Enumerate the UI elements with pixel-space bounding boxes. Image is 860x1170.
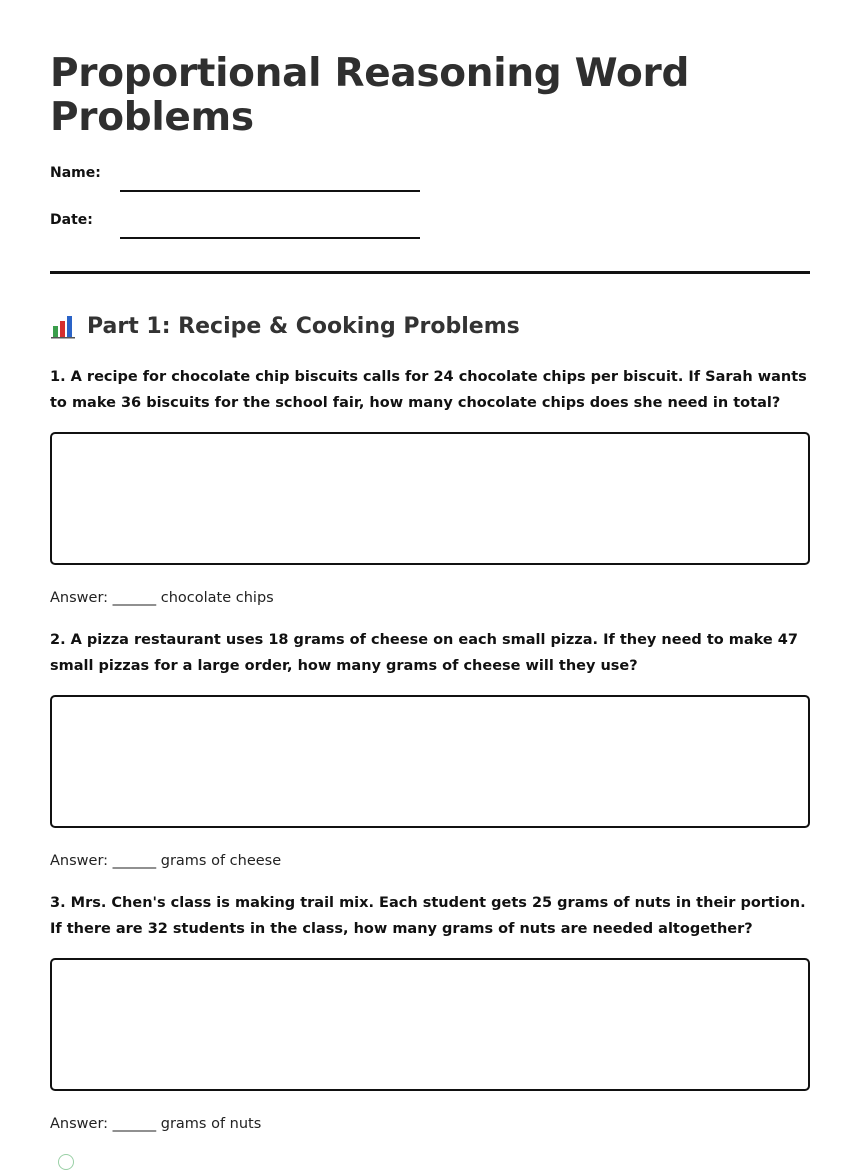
question-text: 2. A pizza restaurant uses 18 grams of cheese on each small pizza. If they need to make 47 small pizzas for a large order, how many grams of cheese will they use? <box>50 632 798 674</box>
question-item <box>50 627 810 870</box>
answer-line: Answer: ______ grams of nuts <box>50 1116 262 1132</box>
question-item <box>50 364 810 607</box>
bar-chart-icon <box>50 313 76 339</box>
header-divider <box>50 271 810 274</box>
work-space-box[interactable] <box>50 432 810 565</box>
answer-line: Answer: ______ chocolate chips <box>50 590 274 606</box>
date-field-row <box>50 212 810 235</box>
work-space-box[interactable] <box>50 958 810 1091</box>
date-blank-line[interactable] <box>120 237 420 239</box>
next-section-icon <box>58 1154 74 1170</box>
name-blank-line[interactable] <box>120 190 420 192</box>
question-text: 1. A recipe for chocolate chip biscuits calls for 24 chocolate chips per biscuit. If Sarah wants to make 36 biscuits for the school fair, how many chocolate chips does she need in total? <box>50 369 807 411</box>
name-field-row <box>50 165 810 188</box>
name-label: Name: <box>50 165 101 181</box>
question-item <box>50 890 810 1133</box>
answer-line: Answer: ______ grams of cheese <box>50 853 282 869</box>
question-text: 3. Mrs. Chen's class is making trail mix. Each student gets 25 grams of nuts in their portion. If there are 32 students in the class, how many grams of nuts are needed altogether? <box>50 895 806 937</box>
page-title: Proportional Reasoning Word Problems <box>50 51 690 140</box>
section-title: Part 1: Recipe & Cooking Problems <box>87 313 520 339</box>
date-label: Date: <box>50 212 93 228</box>
work-space-box[interactable] <box>50 695 810 828</box>
section-heading <box>50 311 810 341</box>
